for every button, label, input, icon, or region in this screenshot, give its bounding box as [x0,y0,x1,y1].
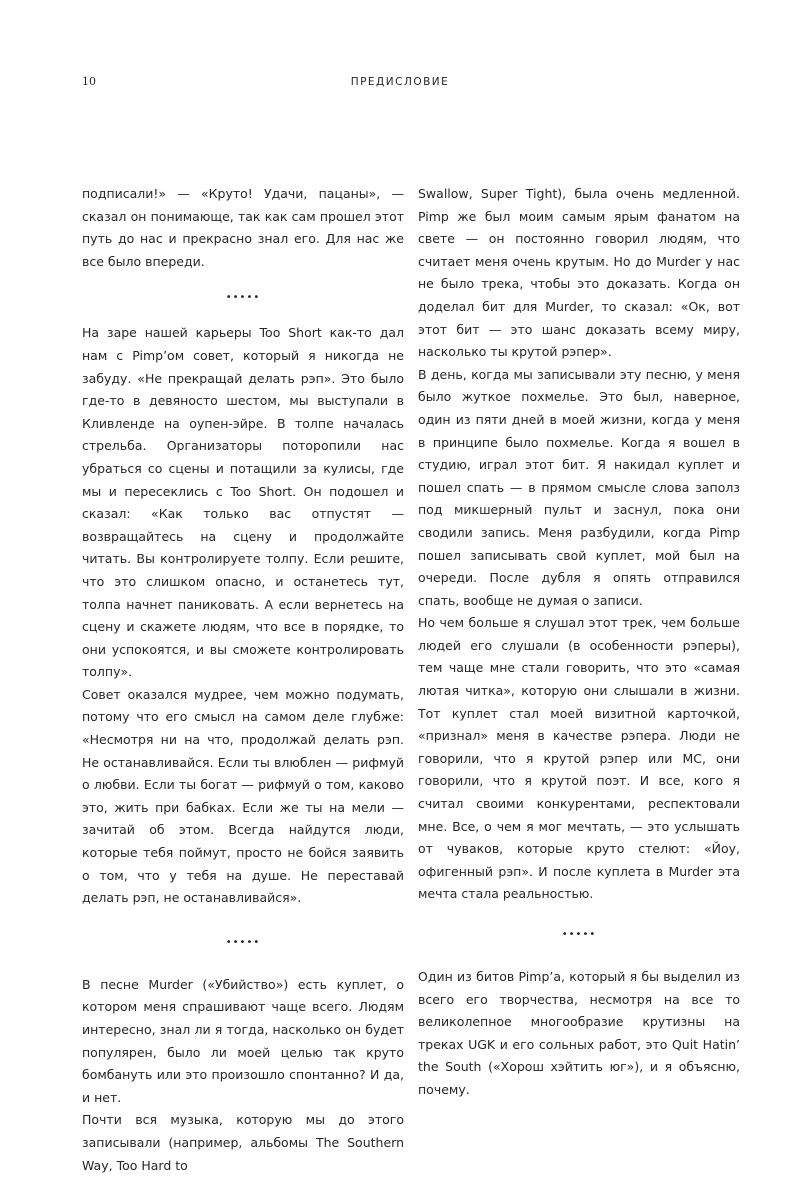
paragraph: В песне Murder («Убийство») есть куплет, о котором меня спрашивают чаще всего. Людям интересно, знал ли я тогда, насколько он будет популярен, было ли моей целью так круто бомбануть или это произошло спонтанно? И да, и нет. [82,976,404,1105]
paragraph: На заре нашей карьеры Too Short как-то дал нам с Pimp’ом совет, который я никогда не забуду. «Не прекращай делать рэп». Это было где-то в девяносто шестом, мы выступали в Кливленде на оупен-эйре. В толпе началась стрельба. Организаторы поторопили нас убраться со сцены и потащили за кулисы, где мы и пересеклись с Too Short. Он подошел и сказал: «Как только вас отпустят — возвращайтесь на сцену и продолжайте читать. Вы контролируете толпу. Если решите, что это слишком опасно, и останетесь тут, толпа начнет паниковать. А если вернетесь на сцену и скажете людям, что все в порядке, то они успокоятся, и вы сможете контролировать толпу». [82,325,404,680]
paragraph: Swallow, Super Tight), была очень медленной. Pimp же был моим самым ярым фанатом на свете — он постоянно говорил людям, что считает меня очень крутым. Но до Murder у нас не было трека, чтобы это доказать. Когда он доделал бит для Murder, то сказал: «Ок, вот этот бит — это шанс доказать всему миру, насколько ты крутой рэпер». [418,186,740,360]
paragraph: Но чем больше я слушал этот трек, чем больше людей его слушали (в особенности рэперы), тем чаще мне стали говорить, что это «самая лютая читка», которую они слышали в жизни. Тот куплет стал моей визитной карточкой, «признал» меня в качестве рэпера. Люди не говорили, что я крутой рэпер или MC, они говорили, что я крутой поэт. И все, кого я считал своими конкурентами, респектовали мне. Все, о чем я мог мечтать, — это услышать от чуваков, которые круто стелют: «Йоу, офигенный рэп». И после куплета в Murder эта мечта стала реальностью. [418,615,740,902]
paragraph: Почти вся музыка, которую мы до этого записывали (например, альбомы The Southern Way, Too Hard to [82,1112,404,1173]
left-column [82,183,404,1177]
paragraph: Один из битов Pimp’а, который я бы выделил из всего его творчества, несмотря на все то великолепное многообразие крутизны на треках UGK и его сольных работ, это Quit Hatin’ the South («Хорош хэйтить юг»), и я объясню, почему. [418,969,740,1097]
section-separator: ••••• [225,292,261,304]
section-separator: ••••• [225,936,261,948]
section-separator: ••••• [561,929,597,940]
page-number: 10 [82,75,96,88]
running-head: ПРЕДИСЛОВИЕ [350,76,450,88]
paragraph: подписали!» — «Круто! Удачи, пацаны», — сказал он понимающе, так как сам прошел этот путь до нас и прекрасно знал его. Для нас же все было впереди. [82,186,404,269]
paragraph: Совет оказался мудрее, чем можно подумать, потому что его смысл на самом деле глубже: «Несмотря ни на что, продолжай делать рэп. Не останавливайся. Если ты влюблен — рифмуй о любви. Если ты богат — рифмуй о том, каково это, жить при бабках. Если же ты на мели — зачитай об этом. Всегда найдутся люди, которые тебя поймут, просто не бойся заявить о том, что у тебя на душе. Не переставай делать рэп, не останавливайся». [82,686,404,906]
right-column [418,183,740,1102]
paragraph: В день, когда мы записывали эту песню, у меня было жуткое похмелье. Это был, наверное, один из пяти дней в моей жизни, когда у меня в принципе было похмелье. Когда я вошел в студию, играл этот бит. Я накидал куплет и пошел спать — в прямом смысле слова заполз под микшерный пульт и заснул, пока они сводили запись. Меня разбудили, когда Pimp пошел записывать свой куплет, мой был на очереди. После дубля я опять отправился спать, вообще не думая о записи. [418,366,740,608]
